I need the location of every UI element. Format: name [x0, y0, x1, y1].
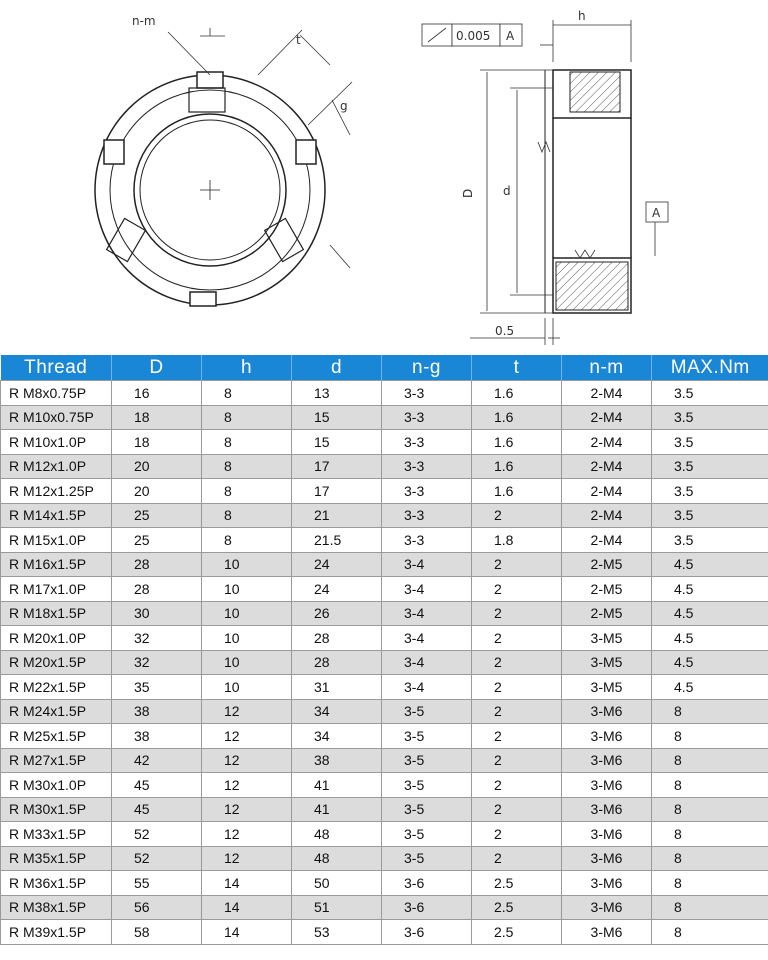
cell-max-nm: 8 — [652, 822, 768, 847]
cell-d: 15 — [292, 405, 382, 430]
cell-D: 16 — [112, 381, 202, 406]
slot-left — [104, 140, 124, 164]
tolerance-value: 0.005 — [456, 29, 491, 43]
label-t: t — [296, 33, 301, 47]
cell-max-nm: 8 — [652, 920, 768, 945]
cell-max-nm: 3.5 — [652, 405, 768, 430]
table-row — [1, 895, 768, 920]
cell-n-m: 2-M4 — [562, 454, 652, 479]
cell-max-nm: 4.5 — [652, 577, 768, 602]
header-d: d — [292, 355, 382, 381]
cell-d: 31 — [292, 675, 382, 700]
cell-thread: R M16x1.5P — [1, 552, 112, 577]
cell-h: 12 — [202, 699, 292, 724]
cell-thread: R M17x1.0P — [1, 577, 112, 602]
table-header-row — [1, 355, 768, 381]
cell-d: 15 — [292, 430, 382, 455]
tolerance-datum: A — [506, 29, 515, 43]
cell-t: 2.5 — [472, 871, 562, 896]
cell-d: 41 — [292, 773, 382, 798]
cell-d: 24 — [292, 577, 382, 602]
cell-n-m: 3-M5 — [562, 626, 652, 651]
label-D: D — [461, 188, 475, 198]
cell-D: 28 — [112, 577, 202, 602]
cell-max-nm: 8 — [652, 871, 768, 896]
cell-n-g: 3-5 — [382, 748, 472, 773]
cell-max-nm: 4.5 — [652, 552, 768, 577]
cell-D: 42 — [112, 748, 202, 773]
cell-n-m: 2-M5 — [562, 577, 652, 602]
cell-D: 58 — [112, 920, 202, 945]
cell-t: 2 — [472, 650, 562, 675]
table-row — [1, 920, 768, 945]
cell-D: 45 — [112, 797, 202, 822]
header-max-nm: MAX.Nm — [652, 355, 768, 381]
label-offset: 0.5 — [495, 324, 515, 338]
cell-n-m: 2-M4 — [562, 430, 652, 455]
cell-thread: R M30x1.5P — [1, 797, 112, 822]
table-row — [1, 626, 768, 651]
cell-n-g: 3-3 — [382, 381, 472, 406]
cell-h: 12 — [202, 724, 292, 749]
cell-thread: R M8x0.75P — [1, 381, 112, 406]
cell-max-nm: 8 — [652, 895, 768, 920]
cell-d: 17 — [292, 454, 382, 479]
cell-D: 56 — [112, 895, 202, 920]
cell-max-nm: 3.5 — [652, 454, 768, 479]
cell-thread: R M10x0.75P — [1, 405, 112, 430]
cell-d: 28 — [292, 626, 382, 651]
screw-hole-left — [107, 218, 146, 261]
cell-max-nm: 8 — [652, 699, 768, 724]
cell-max-nm: 4.5 — [652, 650, 768, 675]
cell-d: 24 — [292, 552, 382, 577]
label-h: h — [578, 9, 586, 23]
cell-h: 8 — [202, 528, 292, 553]
cell-h: 10 — [202, 601, 292, 626]
cell-h: 12 — [202, 846, 292, 871]
cell-n-g: 3-5 — [382, 797, 472, 822]
table-row — [1, 552, 768, 577]
cell-thread: R M18x1.5P — [1, 601, 112, 626]
datum-label: A — [652, 206, 661, 220]
cell-d: 41 — [292, 797, 382, 822]
cell-thread: R M10x1.0P — [1, 430, 112, 455]
cell-D: 45 — [112, 773, 202, 798]
cell-n-g: 3-6 — [382, 871, 472, 896]
cell-h: 14 — [202, 920, 292, 945]
cell-h: 8 — [202, 405, 292, 430]
cell-t: 2 — [472, 552, 562, 577]
cell-h: 10 — [202, 577, 292, 602]
cell-D: 38 — [112, 724, 202, 749]
cell-n-m: 3-M6 — [562, 773, 652, 798]
slot-bottom — [190, 292, 216, 306]
cell-t: 2 — [472, 797, 562, 822]
cell-d: 34 — [292, 699, 382, 724]
cell-d: 21 — [292, 503, 382, 528]
cell-h: 10 — [202, 675, 292, 700]
table-row — [1, 528, 768, 553]
cell-max-nm: 8 — [652, 846, 768, 871]
cell-n-g: 3-4 — [382, 601, 472, 626]
table-row — [1, 846, 768, 871]
cell-n-m: 3-M6 — [562, 748, 652, 773]
cell-n-g: 3-3 — [382, 405, 472, 430]
cell-D: 35 — [112, 675, 202, 700]
cell-d: 34 — [292, 724, 382, 749]
cell-max-nm: 3.5 — [652, 381, 768, 406]
cell-n-m: 2-M5 — [562, 552, 652, 577]
cell-thread: R M36x1.5P — [1, 871, 112, 896]
cell-n-m: 3-M6 — [562, 895, 652, 920]
cell-n-m: 3-M6 — [562, 797, 652, 822]
cell-t: 2.5 — [472, 895, 562, 920]
cell-d: 48 — [292, 822, 382, 847]
cell-t: 1.6 — [472, 381, 562, 406]
cell-d: 21.5 — [292, 528, 382, 553]
cell-n-g: 3-3 — [382, 454, 472, 479]
cell-D: 20 — [112, 454, 202, 479]
cell-n-g: 3-3 — [382, 479, 472, 504]
cell-n-m: 3-M5 — [562, 650, 652, 675]
header-n-g: n-g — [382, 355, 472, 381]
cell-n-m: 2-M4 — [562, 381, 652, 406]
cell-D: 20 — [112, 479, 202, 504]
cell-t: 1.6 — [472, 454, 562, 479]
cell-thread: R M12x1.25P — [1, 479, 112, 504]
table-row — [1, 675, 768, 700]
cell-max-nm: 4.5 — [652, 675, 768, 700]
cell-n-g: 3-4 — [382, 552, 472, 577]
table-row — [1, 773, 768, 798]
table-row — [1, 454, 768, 479]
cell-max-nm: 8 — [652, 773, 768, 798]
cell-max-nm: 8 — [652, 748, 768, 773]
cell-n-m: 2-M4 — [562, 528, 652, 553]
cell-d: 13 — [292, 381, 382, 406]
cell-t: 2 — [472, 846, 562, 871]
cell-t: 2 — [472, 675, 562, 700]
table-row — [1, 724, 768, 749]
cell-D: 25 — [112, 503, 202, 528]
cell-h: 14 — [202, 871, 292, 896]
cell-thread: R M35x1.5P — [1, 846, 112, 871]
cell-d: 53 — [292, 920, 382, 945]
cell-max-nm: 3.5 — [652, 479, 768, 504]
cell-h: 12 — [202, 797, 292, 822]
cell-thread: R M30x1.0P — [1, 773, 112, 798]
cell-n-m: 2-M4 — [562, 479, 652, 504]
cell-t: 2 — [472, 822, 562, 847]
header-D: D — [112, 355, 202, 381]
cell-max-nm: 4.5 — [652, 601, 768, 626]
cell-thread: R M33x1.5P — [1, 822, 112, 847]
cell-n-m: 2-M4 — [562, 405, 652, 430]
table-row — [1, 405, 768, 430]
cell-t: 2 — [472, 724, 562, 749]
table-row — [1, 699, 768, 724]
cell-t: 1.6 — [472, 405, 562, 430]
cell-thread: R M15x1.0P — [1, 528, 112, 553]
table-body — [1, 381, 768, 945]
cell-thread: R M12x1.0P — [1, 454, 112, 479]
cell-n-g: 3-5 — [382, 773, 472, 798]
cell-D: 18 — [112, 405, 202, 430]
cell-D: 55 — [112, 871, 202, 896]
cell-n-g: 3-6 — [382, 895, 472, 920]
cell-n-g: 3-4 — [382, 650, 472, 675]
cell-h: 8 — [202, 430, 292, 455]
header-thread: Thread — [1, 355, 112, 381]
cell-max-nm: 3.5 — [652, 528, 768, 553]
cell-n-m: 3-M5 — [562, 675, 652, 700]
cell-D: 52 — [112, 846, 202, 871]
cell-max-nm: 8 — [652, 724, 768, 749]
cell-n-m: 3-M6 — [562, 699, 652, 724]
cell-n-g: 3-3 — [382, 430, 472, 455]
cell-d: 26 — [292, 601, 382, 626]
slot-top — [197, 72, 223, 88]
cell-n-g: 3-5 — [382, 822, 472, 847]
cell-n-g: 3-5 — [382, 724, 472, 749]
cell-n-m: 3-M6 — [562, 846, 652, 871]
slot-right — [296, 140, 316, 164]
cell-t: 2 — [472, 626, 562, 651]
cell-D: 18 — [112, 430, 202, 455]
cell-thread: R M27x1.5P — [1, 748, 112, 773]
cell-max-nm: 8 — [652, 797, 768, 822]
cell-thread: R M38x1.5P — [1, 895, 112, 920]
table-row — [1, 381, 768, 406]
label-n-m: n-m — [132, 14, 156, 28]
cell-thread: R M25x1.5P — [1, 724, 112, 749]
table-row — [1, 601, 768, 626]
cell-t: 2 — [472, 748, 562, 773]
cell-D: 25 — [112, 528, 202, 553]
spec-table — [0, 355, 768, 945]
cell-D: 28 — [112, 552, 202, 577]
cell-t: 2 — [472, 699, 562, 724]
cell-h: 14 — [202, 895, 292, 920]
cell-t: 1.8 — [472, 528, 562, 553]
cell-d: 28 — [292, 650, 382, 675]
cell-t: 1.6 — [472, 430, 562, 455]
cell-n-g: 3-5 — [382, 846, 472, 871]
cell-h: 10 — [202, 626, 292, 651]
cell-thread: R M14x1.5P — [1, 503, 112, 528]
cell-n-g: 3-6 — [382, 920, 472, 945]
cell-n-m: 2-M5 — [562, 601, 652, 626]
cell-h: 10 — [202, 650, 292, 675]
cell-n-g: 3-4 — [382, 675, 472, 700]
cell-t: 2 — [472, 577, 562, 602]
cell-n-g: 3-4 — [382, 626, 472, 651]
label-g: g — [340, 99, 348, 113]
cell-thread: R M24x1.5P — [1, 699, 112, 724]
cell-thread: R M39x1.5P — [1, 920, 112, 945]
cell-h: 10 — [202, 552, 292, 577]
table-row — [1, 503, 768, 528]
cell-n-m: 3-M6 — [562, 822, 652, 847]
cell-h: 12 — [202, 748, 292, 773]
cell-h: 12 — [202, 773, 292, 798]
cell-n-m: 3-M6 — [562, 871, 652, 896]
cell-t: 1.6 — [472, 479, 562, 504]
cell-h: 8 — [202, 479, 292, 504]
technical-drawing — [0, 0, 768, 355]
cell-n-m: 3-M6 — [562, 724, 652, 749]
cell-h: 8 — [202, 381, 292, 406]
table-row — [1, 748, 768, 773]
cell-d: 17 — [292, 479, 382, 504]
cell-t: 2.5 — [472, 920, 562, 945]
header-t: t — [472, 355, 562, 381]
cell-max-nm: 3.5 — [652, 503, 768, 528]
side-view — [545, 70, 631, 313]
cell-d: 48 — [292, 846, 382, 871]
cell-max-nm: 3.5 — [652, 430, 768, 455]
cell-t: 2 — [472, 773, 562, 798]
cell-n-g: 3-3 — [382, 503, 472, 528]
cell-d: 38 — [292, 748, 382, 773]
cell-d: 50 — [292, 871, 382, 896]
cell-n-g: 3-4 — [382, 577, 472, 602]
table-row — [1, 430, 768, 455]
cell-n-m: 3-M6 — [562, 920, 652, 945]
cell-D: 52 — [112, 822, 202, 847]
cell-t: 2 — [472, 503, 562, 528]
cell-h: 8 — [202, 503, 292, 528]
cell-D: 32 — [112, 650, 202, 675]
front-view — [95, 72, 325, 306]
cell-d: 51 — [292, 895, 382, 920]
cell-thread: R M20x1.0P — [1, 626, 112, 651]
cell-D: 30 — [112, 601, 202, 626]
header-n-m: n-m — [562, 355, 652, 381]
cell-thread: R M20x1.5P — [1, 650, 112, 675]
header-h: h — [202, 355, 292, 381]
cell-n-m: 2-M4 — [562, 503, 652, 528]
cell-n-g: 3-5 — [382, 699, 472, 724]
cell-D: 38 — [112, 699, 202, 724]
table-row — [1, 650, 768, 675]
table-row — [1, 577, 768, 602]
cell-D: 32 — [112, 626, 202, 651]
cell-max-nm: 4.5 — [652, 626, 768, 651]
table-row — [1, 871, 768, 896]
cell-h: 8 — [202, 454, 292, 479]
cell-n-g: 3-3 — [382, 528, 472, 553]
cell-t: 2 — [472, 601, 562, 626]
cell-thread: R M22x1.5P — [1, 675, 112, 700]
side-bottom-hatch — [556, 262, 628, 310]
cell-h: 12 — [202, 822, 292, 847]
side-top-hatch — [570, 72, 620, 112]
table-row — [1, 797, 768, 822]
table-row — [1, 479, 768, 504]
label-d: d — [503, 184, 511, 198]
table-row — [1, 822, 768, 847]
